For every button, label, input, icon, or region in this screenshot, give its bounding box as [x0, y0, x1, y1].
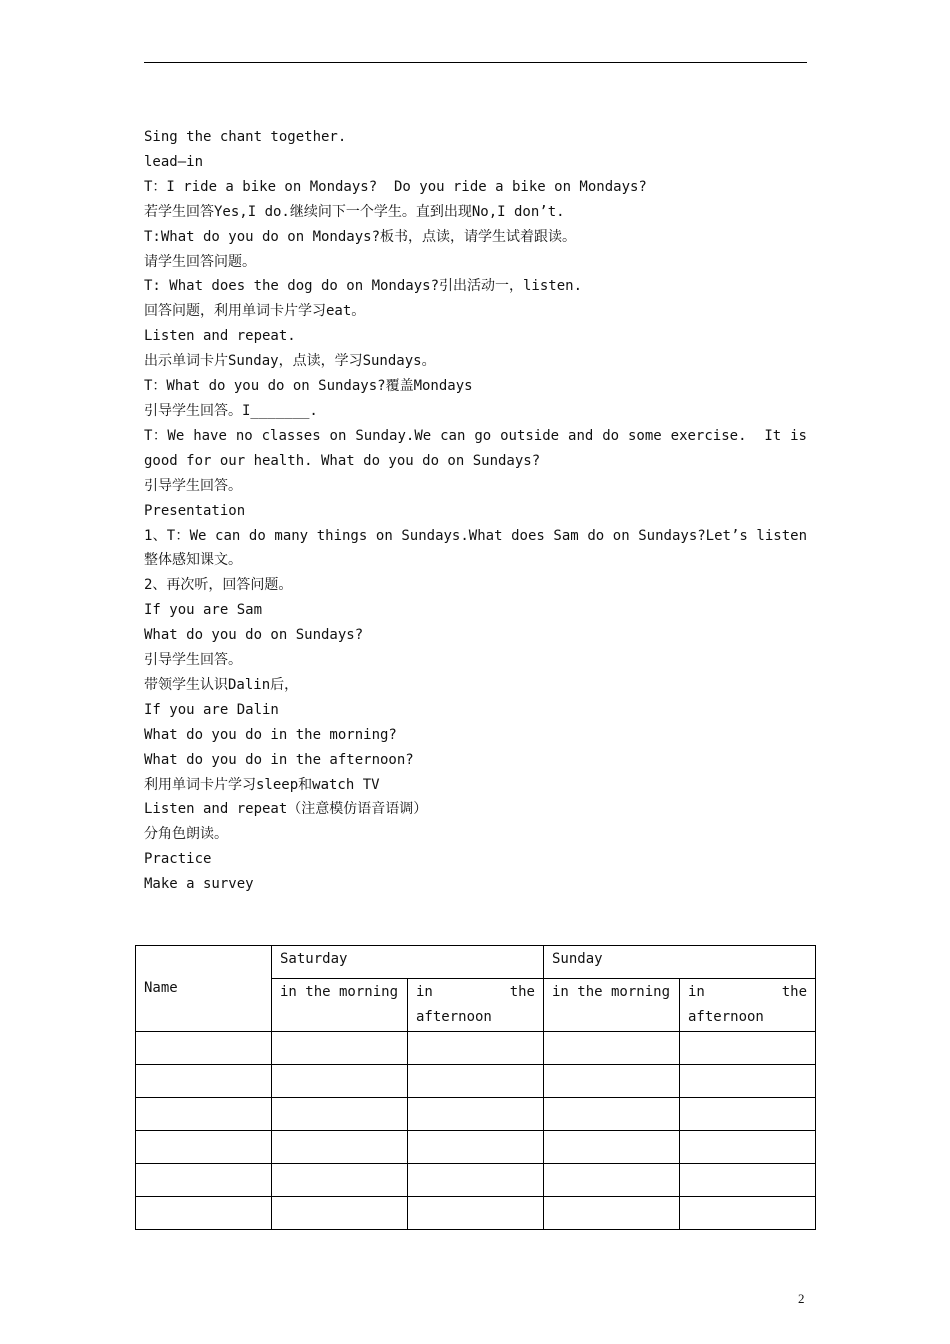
saturday-afternoon-header [408, 979, 544, 1032]
table-row [136, 1197, 816, 1230]
document-body [144, 125, 816, 897]
text-line: T: What does the dog do on Mondays?引出活动一，listen. [144, 278, 583, 295]
text-line: 请学生回答问题。 [144, 253, 256, 270]
table-cell [408, 1065, 544, 1098]
saturday-morning-header: in the morning [272, 979, 408, 1032]
text-line: If you are Sam [144, 602, 263, 619]
table-cell [680, 1131, 816, 1164]
text-line: 2、再次听，回答问题。 [144, 577, 293, 594]
text-paragraph: 1、T：We can do many things on Sundays.What does Sam do on Sundays?Let’s listen 整体感知课文。 [144, 527, 816, 569]
text-line: T:What do you do on Mondays?板书，点读，请学生试着跟读。 [144, 228, 577, 245]
afternoon-word: afternoon [416, 1009, 492, 1025]
table-cell [680, 1098, 816, 1131]
table-cell [544, 1098, 680, 1131]
table-cell [680, 1065, 816, 1098]
table-cell [136, 1197, 272, 1230]
text-line: What do you do in the afternoon? [144, 751, 414, 768]
text-line: T：What do you do on Sundays?覆盖Mondays [144, 378, 473, 395]
table-cell [408, 1032, 544, 1065]
table-cell [680, 1164, 816, 1197]
table-cell [544, 1197, 680, 1230]
afternoon-word: in [688, 984, 705, 1000]
afternoon-word: afternoon [688, 1009, 764, 1025]
text-line: What do you do on Sundays? [144, 627, 364, 644]
table-cell [544, 1032, 680, 1065]
table-row [136, 1032, 816, 1065]
section-heading: Practice [144, 851, 212, 868]
table-row [136, 1065, 816, 1098]
text-line: lead—in [144, 153, 204, 170]
afternoon-word: the [509, 984, 535, 1000]
table-cell [680, 1197, 816, 1230]
table-cell [272, 1131, 408, 1164]
text-line: 引导学生回答。 [144, 477, 242, 494]
table-cell [136, 1131, 272, 1164]
table-cell [136, 1032, 272, 1065]
text-line: T：I ride a bike on Mondays? Do you ride a bike on Mondays? [144, 178, 647, 195]
name-header: Name [136, 946, 272, 1032]
table-row [136, 1164, 816, 1197]
text-line: 利用单词卡片学习sleep和watch TV [144, 776, 380, 793]
text-line: What do you do in the morning? [144, 726, 397, 743]
text-paragraph: T：We have no classes on Sunday.We can go outside and do some exercise. It is good for our health. What do you do on Sundays? [144, 427, 816, 469]
table-cell [136, 1098, 272, 1131]
text-line: 引导学生回答。 [144, 652, 242, 669]
table-cell [272, 1098, 408, 1131]
table-cell [272, 1197, 408, 1230]
text-line: Make a survey [144, 876, 254, 893]
table-cell [272, 1065, 408, 1098]
text-line: 带领学生认识Dalin后， [144, 676, 299, 693]
table-cell [136, 1164, 272, 1197]
text-line: Listen and repeat. [144, 328, 296, 345]
table-cell [680, 1032, 816, 1065]
survey-table [135, 945, 816, 1230]
table-cell [544, 1164, 680, 1197]
table-cell [544, 1131, 680, 1164]
saturday-header: Saturday [272, 946, 544, 979]
afternoon-word: the [781, 984, 808, 1000]
table-cell [272, 1032, 408, 1065]
table-cell [272, 1164, 408, 1197]
text-line: Sing the chant together. [144, 129, 347, 145]
page-number: 2 [798, 1291, 805, 1306]
sunday-header: Sunday [544, 946, 816, 979]
table-cell [408, 1131, 544, 1164]
section-heading: Presentation [144, 502, 246, 519]
text-line: If you are Dalin [144, 701, 279, 718]
header-rule [144, 62, 807, 63]
text-line: 引导学生回答。I_______. [144, 402, 318, 419]
table-cell [544, 1065, 680, 1098]
table-cell [408, 1098, 544, 1131]
text-line: Listen and repeat（注意模仿语音语调） [144, 801, 428, 818]
table-cell [408, 1164, 544, 1197]
table-cell [408, 1197, 544, 1230]
afternoon-word: in [416, 984, 433, 1000]
text-line: 分角色朗读。 [144, 826, 228, 843]
text-line: 出示单词卡片Sunday，点读，学习Sundays。 [144, 353, 436, 370]
sunday-morning-header: in the morning [544, 979, 680, 1032]
table-row [136, 1131, 816, 1164]
table-cell [136, 1065, 272, 1098]
text-line: 回答问题，利用单词卡片学习eat。 [144, 303, 366, 320]
sunday-afternoon-header [680, 979, 816, 1032]
text-line: 若学生回答Yes,I do.继续问下一个学生。直到出现No,I don’t. [144, 203, 565, 220]
table-row [136, 1098, 816, 1131]
